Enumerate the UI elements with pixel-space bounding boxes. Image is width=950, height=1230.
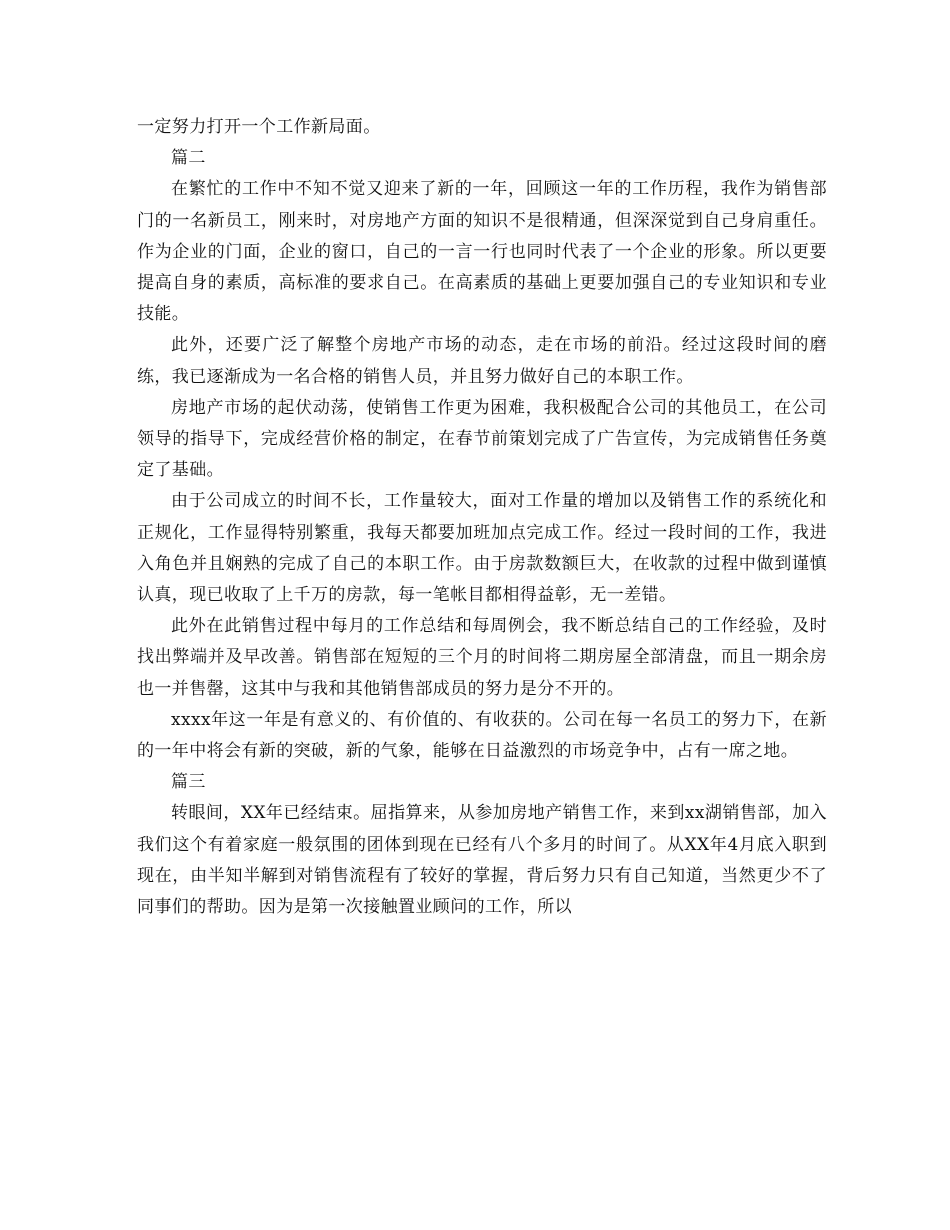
paragraph-continuation: 一定努力打开一个工作新局面。 xyxy=(137,117,381,137)
paragraph: 房地产市场的起伏动荡，使销售工作更为困难，我积极配合公司的其他员工，在公司领导的指导下，完成经营价格的制定，在春节前策划完成了广告宣传，为完成销售任务奠定了基础。 xyxy=(137,397,827,481)
paragraph: 此外，还要广泛了解整个房地产市场的动态，走在市场的前沿。经过这段时间的磨练，我已逐渐成为一名合格的销售人员，并且努力做好自己的本职工作。 xyxy=(137,335,827,387)
section-heading-part-three: 篇三 xyxy=(171,772,206,793)
paragraph: 在繁忙的工作中不知不觉又迎来了新的一年，回顾这一年的工作历程，我作为销售部门的一名新员工，刚来时，对房地产方面的知识不是很精通，但深深觉到自己身肩重任。作为企业的门面，企业的窗口，自己的一言一行也同时代表了一个企业的形象。所以更要提高自身的素质，高标准的要求自己。在高素质的基础上更要加强自己的专业知识和专业技能。 xyxy=(137,179,827,325)
paragraph: 转眼间，XX年已经结束。屈指算来，从参加房地产销售工作，来到xx湖销售部，加入我们这个有着家庭一般氛围的团体到现在已经有八个多月的时间了。从XX年4月底入职到现在，由半知半解到对销售流程有了较好的掌握，背后努力只有自己知道，当然更少不了同事们的帮助。因为是第一次接触置业顾问的工作，所以 xyxy=(137,803,827,918)
paragraph: 由于公司成立的时间不长，工作量较大，面对工作量的增加以及销售工作的系统化和正规化，工作显得特别繁重，我每天都要加班加点完成工作。经过一段时间的工作，我进入角色并且娴熟的完成了自己的本职工作。由于房款数额巨大，在收款的过程中做到谨慎认真，现已收取了上千万的房款，每一笔帐目都相得益彰，无一差错。 xyxy=(137,491,827,606)
section-heading-part-two: 篇二 xyxy=(171,148,206,169)
document-body xyxy=(137,112,827,923)
paragraph: 此外在此销售过程中每月的工作总结和每周例会，我不断总结自己的工作经验，及时找出弊端并及早改善。销售部在短短的三个月的时间将二期房屋全部清盘，而且一期余房也一并售罄，这其中与我和其他销售部成员的努力是分不开的。 xyxy=(137,616,827,699)
paragraph: xxxx年这一年是有意义的、有价值的、有收获的。公司在每一名员工的努力下，在新的一年中将会有新的突破，新的气象，能够在日益激烈的市场竞争中，占有一席之地。 xyxy=(137,709,827,762)
